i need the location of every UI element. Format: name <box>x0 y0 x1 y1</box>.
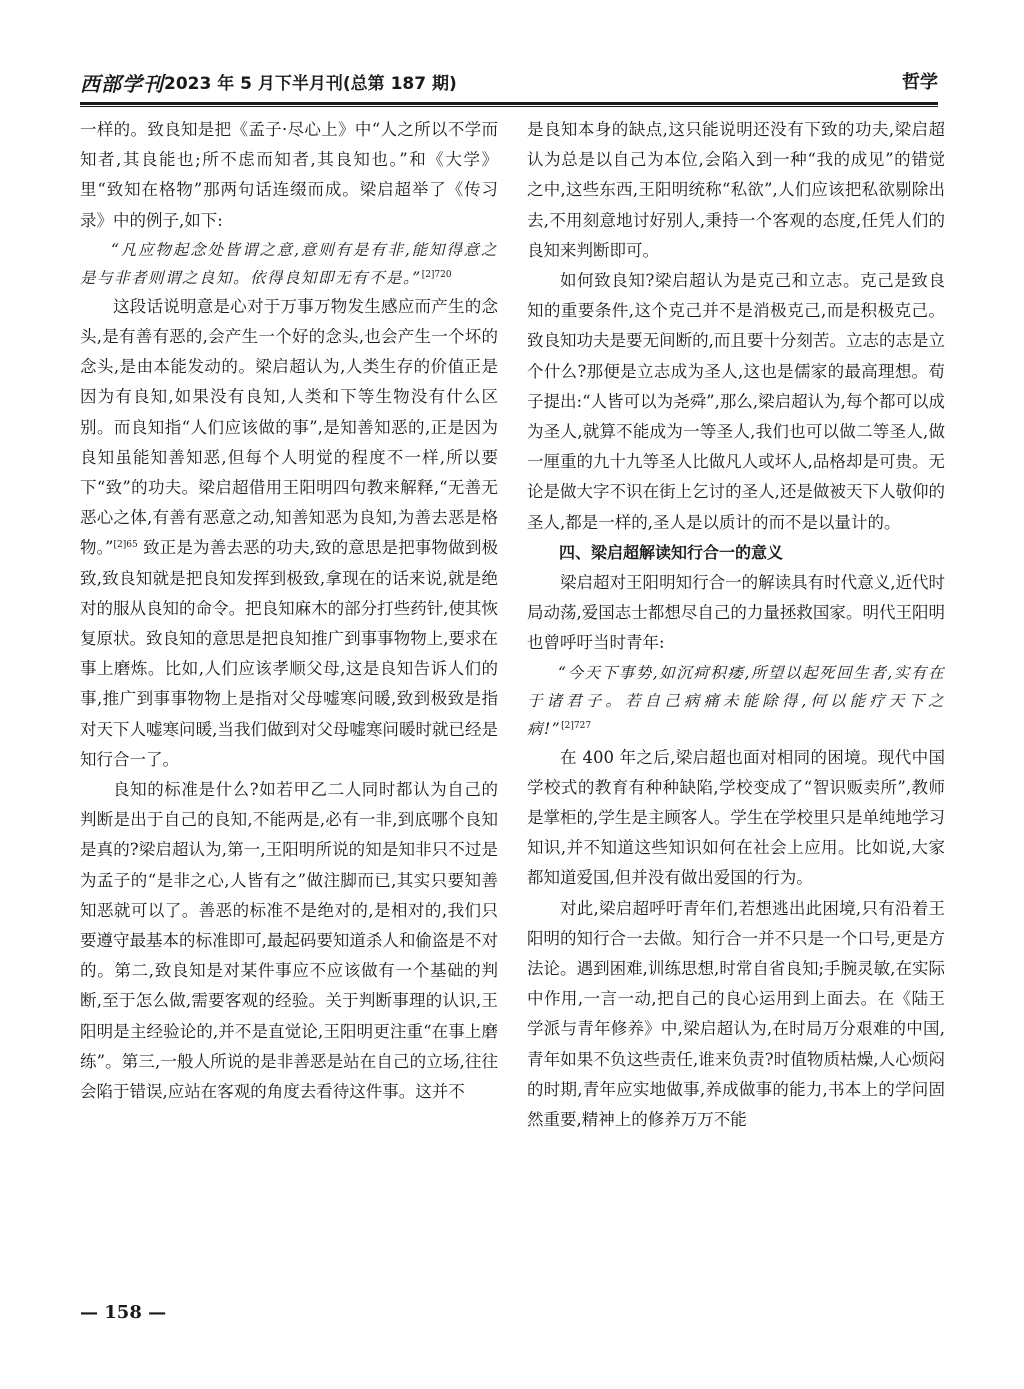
journal-logo: 西部学刊 <box>80 72 164 96</box>
paragraph-text: 是良知本身的缺点,这只能说明还没有下致的功夫,梁启超认为总是以自己为本位,会陷入到一种“我的成见”的错觉之中,这些东西,王阳明统称“私欲”,人们应该把私欲剔除出去,不用刻意地讨好别人,秉持一个客观的态度,任凭人们的良知来判断即可。 <box>527 120 945 260</box>
section-heading <box>527 538 945 568</box>
paragraph <box>80 775 498 1107</box>
paragraph <box>80 292 498 775</box>
paragraph-text: “凡应物起念处皆谓之意,意则有是有非,能知得意之是与非者则谓之良知。依得良知即无有不是。” <box>80 240 498 287</box>
paragraph-text: 这段话说明意是心对于万事万物发生感应而产生的念头,是有善有恶的,会产生一个好的念头,也会产生一个坏的念头,是由本能发动的。梁启超认为,人类生存的价值正是因为有良知,如果没有良知,人类和下等生物没有什么区别。而良知指“人们应该做的事”,是知善知恶的,正是因为良知虽能知善知恶,但每个人明觉的程度不一样,所以要下“致”的功夫。梁启超借用王阳明四句教来解释,“无善无恶心之体,有善有恶意之动,知善知恶为良知,为善去恶是格物。” <box>80 296 498 558</box>
citation-marker: [2]720 <box>421 269 452 280</box>
paragraph-text: 如何致良知?梁启超认为是克己和立志。克己是致良知的重要条件,这个克己并不是消极克己,而是积极克己。致良知功夫是要无间断的,而且要十分刻苦。立志的志是立个什么?那便是立志成为圣人,这也是儒家的最高理想。荀子提出:“人皆可以为尧舜”,那么,梁启超认为,每个都可以成为圣人,就算不能成为一等圣人,我们也可以做二等圣人,做一厘重的九十九等圣人比做凡人或坏人,品格却是可贵。无论是做大字不识在街上乞讨的圣人,还是做被天下人敬仰的圣人,都是一样的,圣人是以质计的而不是以量计的。 <box>527 271 945 532</box>
paragraph <box>527 743 945 894</box>
citation-marker: [2]727 <box>561 720 592 731</box>
section-name: 哲学 <box>902 72 938 93</box>
paragraph-text: 一样的。致良知是把《孟子·尽心上》中“人之所以不学而知者,其良能也;所不虑而知者,其良知也。”和《大学》里“致知在格物”那两句话连缀而成。梁启超举了《传习录》中的例子,如下: <box>80 120 498 230</box>
paragraph-text-continued: 致正是为善去恶的功夫,致的意思是把事物做到极致,致良知就是把良知发挥到极致,拿现在的话来说,就是绝对的服从良知的命令。把良知麻木的部分打些药针,使其恢复原状。致良知的意思是把良知推广到事事物物上,要求在事上磨炼。比如,人们应该孝顺父母,这是良知告诉人们的事,推广到事事物物上是指对父母嘘寒问暖,致到极致是指对天下人嘘寒问暖,当我们做到对父母嘘寒问暖时就已经是知行合一了。 <box>80 538 498 769</box>
block-quote <box>80 236 498 292</box>
page-header <box>80 68 938 98</box>
paragraph <box>80 115 498 236</box>
paragraph-text: 在 400 年之后,梁启超也面对相同的困境。现代中国学校式的教育有种种缺陷,学校变成了“智识贩卖所”,教师是掌柜的,学生是主顾客人。学生在学校里只是单纯地学习知识,并不知道这些知识如何在社会上应用。比如说,大家都知道爱国,但并没有做出爱国的行为。 <box>527 747 945 888</box>
paragraph-text: 对此,梁启超呼吁青年们,若想逃出此困境,只有沿着王阳明的知行合一去做。知行合一并不只是一个口号,更是方法论。遇到困难,训练思想,时常自省良知;手腕灵敏,在实际中作用,一言一动,把自己的良心运用到上面去。在《陆王学派与青年修养》中,梁启超认为,在时局万分艰难的中国,青年如果不负这些责任,谁来负责?时值物质枯燥,人心烦闷的时期,青年应实地做事,养成做事的能力,书本上的学问固然重要,精神上的修养万万不能 <box>527 898 945 1130</box>
paragraph-text: 良知的标准是什么?如若甲乙二人同时都认为自己的判断是出于自己的良知,不能两是,必有一非,到底哪个良知是真的?梁启超认为,第一,王阳明所说的知是知非只不过是为孟子的“是非之心,人皆有之”做注脚而已,其实只要知善知恶就可以了。善恶的标准不是绝对的,是相对的,我们只要遵守最基本的标准即可,最起码要知道杀人和偷盗是不对的。第二,致良知是对某件事应不应该做有一个基础的判断,至于怎么做,需要客观的经验。关于判断事理的认识,王阳明是主经验论的,并不是直觉论,王阳明更注重“在事上磨练”。第三,一般人所说的是非善恶是站在自己的立场,往往会陷于错误,应站在客观的角度去看待这件事。这并不 <box>80 780 498 1102</box>
paragraph <box>527 894 945 1136</box>
paragraph-text: “今天下事势,如沉疴积痿,所望以起死回生者,实有在于诸君子。若自己病痛未能除得,何以能疗天下之病!” <box>527 663 945 738</box>
paragraph <box>527 115 945 266</box>
page-number: — 158 — <box>80 1302 167 1323</box>
paragraph-text: 梁启超对王阳明知行合一的解读具有时代意义,近代时局动荡,爱国志士都想尽自己的力量拯救国家。明代王阳明也曾呼吁当时青年: <box>527 573 945 653</box>
left-column <box>80 115 498 1290</box>
header-rule <box>80 102 938 105</box>
paragraph-text: 四、梁启超解读知行合一的意义 <box>559 542 784 562</box>
block-quote <box>527 659 945 743</box>
issue-line: 2023 年 5 月下半月刊(总第 187 期) <box>164 74 457 94</box>
right-column <box>527 115 945 1290</box>
header-rule-thin <box>80 106 938 107</box>
citation-marker: [2]65 <box>113 540 138 551</box>
paragraph <box>527 266 945 538</box>
paragraph <box>527 568 945 659</box>
